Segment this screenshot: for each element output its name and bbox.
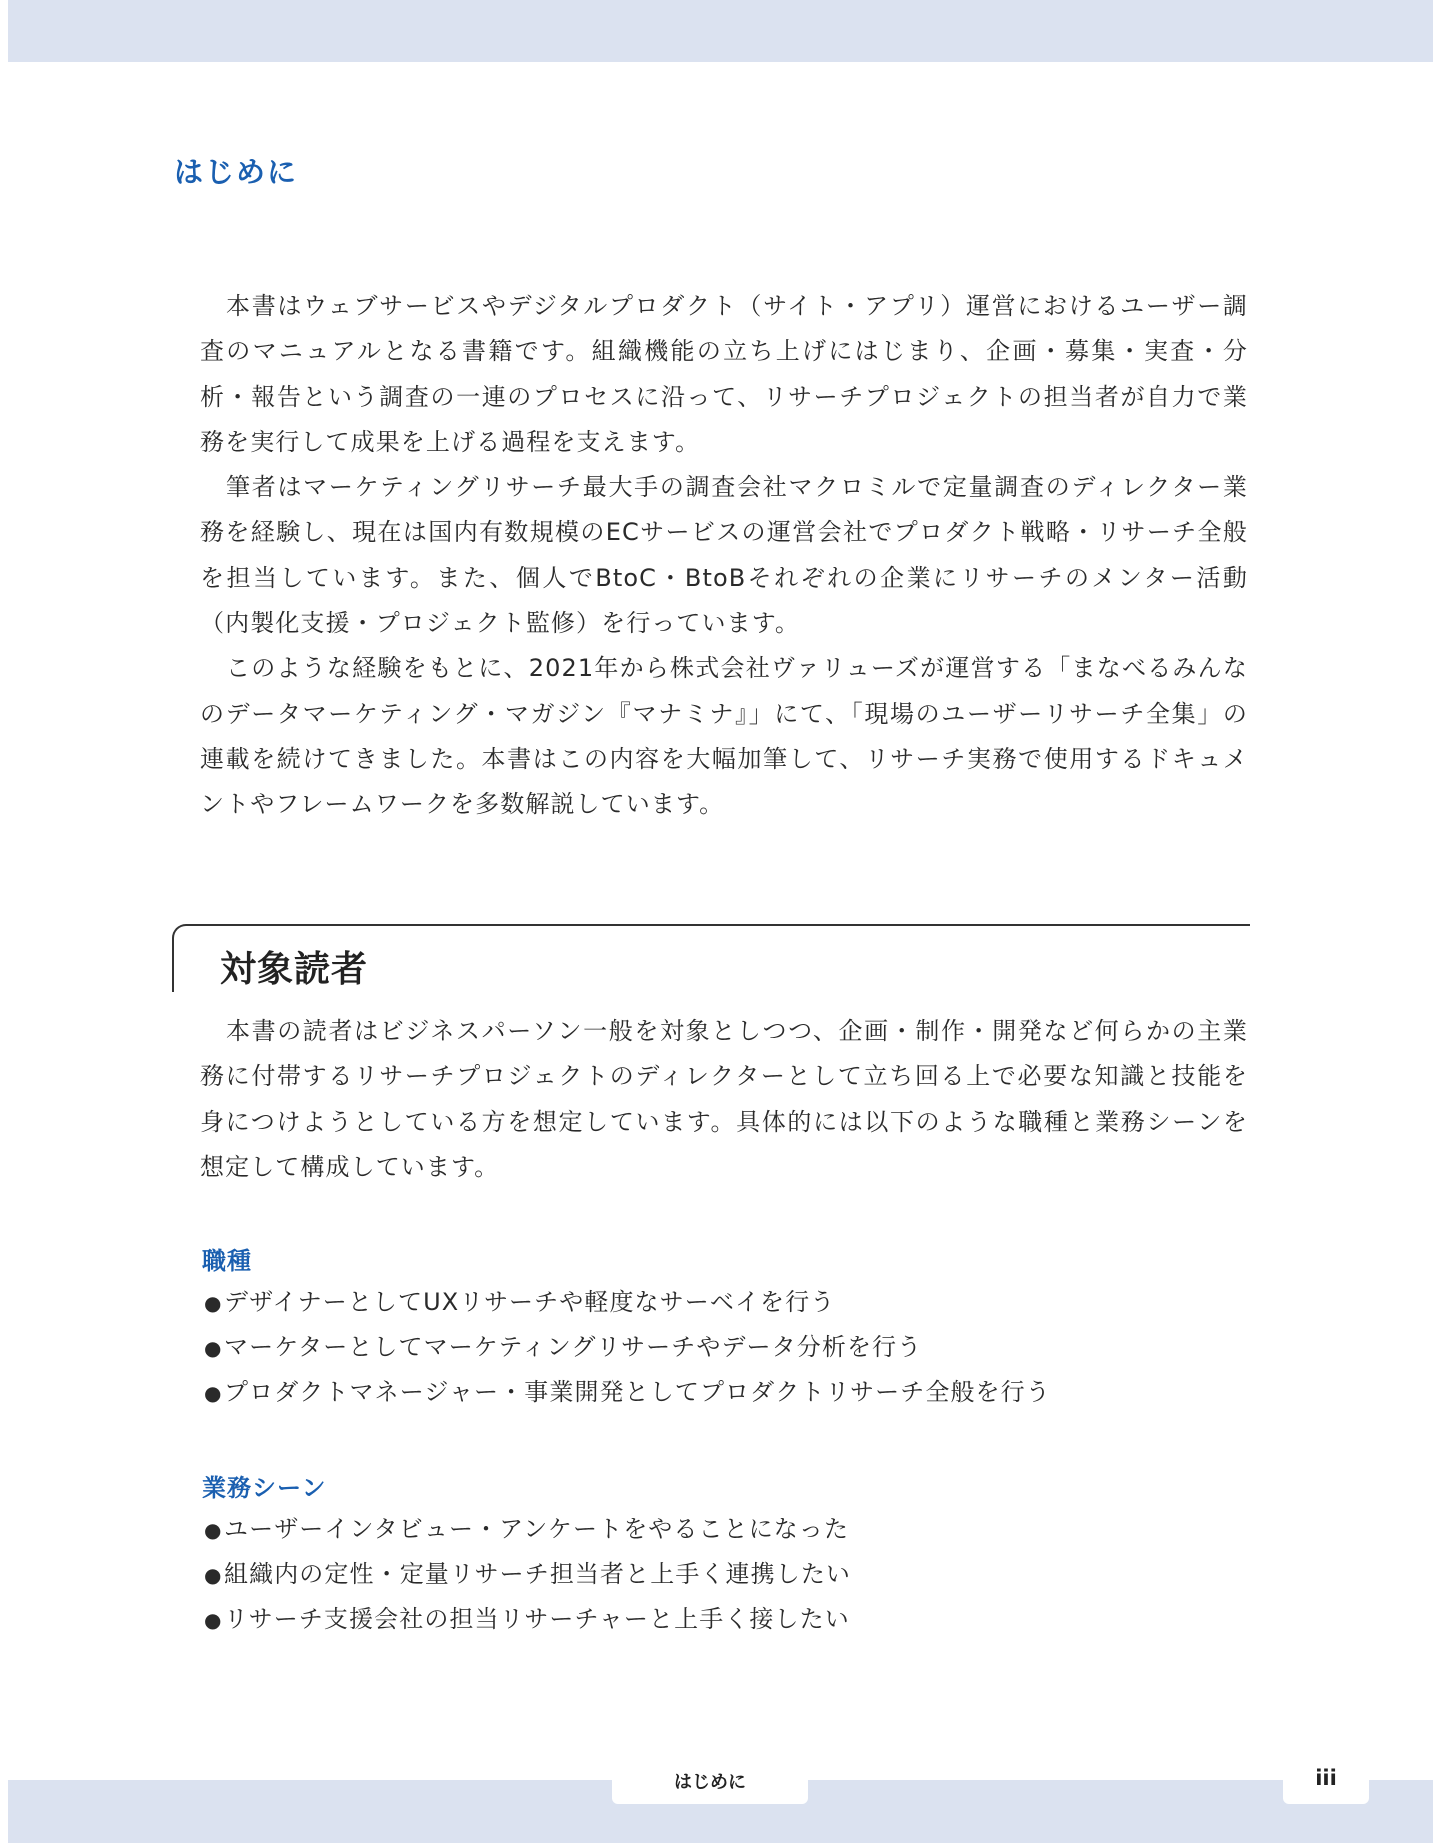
page-number: iii: [1315, 1766, 1337, 1790]
bullet-icon: ●: [204, 1608, 223, 1632]
scenes-list: [204, 1507, 851, 1642]
list-item: [204, 1370, 1051, 1415]
footer-running-title: はじめに: [674, 1772, 746, 1793]
list-item-text: プロダクトマネージャー・事業開発としてプロダクトリサーチ全般を行う: [224, 1378, 1051, 1406]
bullet-icon: ●: [204, 1518, 223, 1542]
intro-paragraph-3: このような経験をもとに、2021年から株式会社ヴァリューズが運営する「まなべるみんなのデータマーケティング・マガジン『マナミナ』」にて、「現場のユーザーリサーチ全集」の連載を続けてきました。本書はこの内容を大幅加筆して、リサーチ実務で使用するドキュメントやフレームワークを多数解説しています。: [200, 654, 1248, 819]
list-item-text: 組織内の定性・定量リサーチ担当者と上手く連携したい: [224, 1560, 852, 1588]
list-item: [204, 1552, 851, 1597]
header-band: [8, 0, 1433, 62]
section-title: 対象読者: [220, 949, 369, 990]
bullet-icon: ●: [204, 1336, 223, 1360]
list-item: [204, 1280, 1051, 1325]
list-item-text: リサーチ支援会社の担当リサーチャーと上手く接したい: [224, 1605, 850, 1633]
bullet-icon: ●: [204, 1291, 223, 1315]
list-item-text: ユーザーインタビュー・アンケートをやることになった: [224, 1515, 850, 1543]
list-item-text: デザイナーとしてUXリサーチや軽度なサーベイを行う: [224, 1288, 836, 1316]
scenes-heading: 業務シーン: [202, 1474, 327, 1502]
bullet-icon: ●: [204, 1381, 223, 1405]
roles-list: [204, 1280, 1051, 1415]
chapter-title: はじめに: [174, 155, 299, 189]
section-paragraph: 本書の読者はビジネスパーソン一般を対象としつつ、企画・制作・開発など何らかの主業務に付帯するリサーチプロジェクトのディレクターとして立ち回る上で必要な知識と技能を身につけようとしている方を想定しています。具体的には以下のような職種と業務シーンを想定して構成しています。: [200, 1017, 1248, 1181]
list-item: [204, 1597, 851, 1642]
list-item: [204, 1325, 1051, 1370]
bullet-icon: ●: [204, 1563, 223, 1587]
list-item: [204, 1507, 851, 1552]
intro-text: [200, 284, 1248, 828]
intro-paragraph-1: 本書はウェブサービスやデジタルプロダクト（サイト・アプリ）運営におけるユーザー調査のマニュアルとなる書籍です。組織機能の立ち上げにはじまり、企画・募集・実査・分析・報告という調査の一連のプロセスに沿って、リサーチプロジェクトの担当者が自力で業務を実行して成果を上げる過程を支えます。: [200, 292, 1248, 456]
intro-paragraph-2: 筆者はマーケティングリサーチ最大手の調査会社マクロミルで定量調査のディレクター業務を経験し、現在は国内有数規模のECサービスの運営会社でプロダクト戦略・リサーチ全般を担当しています。また、個人でBtoC・BtoBそれぞれの企業にリサーチのメンター活動（内製化支援・プロジェクト監修）を行っています。: [200, 473, 1248, 638]
roles-heading: 職種: [202, 1247, 252, 1275]
list-item-text: マーケターとしてマーケティングリサーチやデータ分析を行う: [224, 1333, 923, 1361]
